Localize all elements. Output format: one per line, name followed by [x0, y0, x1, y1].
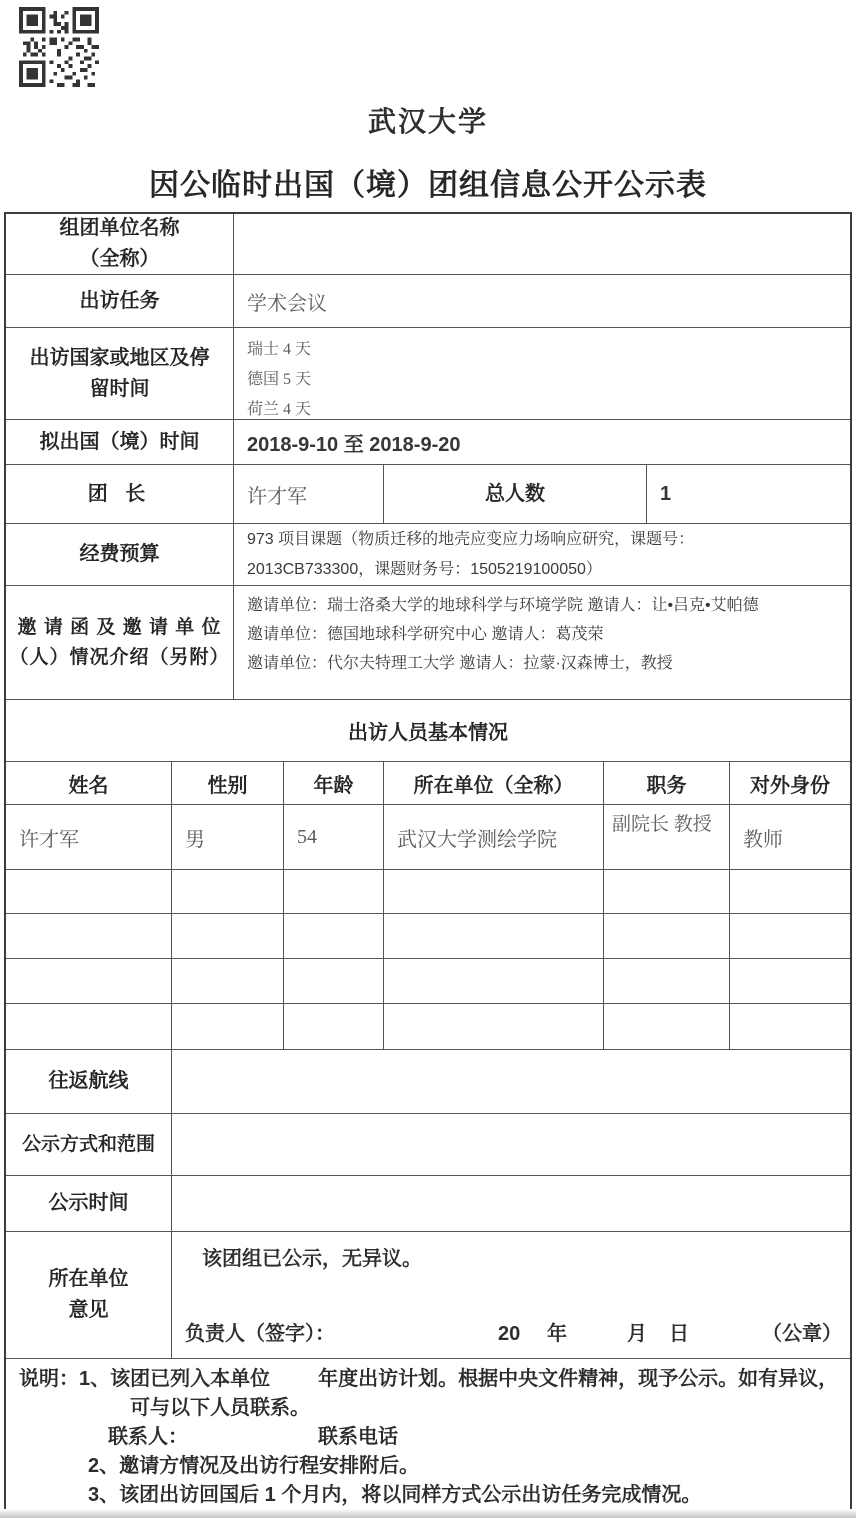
note-line-4: 2、邀请方情况及出访行程安排附后。	[88, 1455, 420, 1477]
note-line-3	[6, 1423, 850, 1452]
cell-age	[284, 1004, 384, 1049]
year-label: 年	[547, 1323, 567, 1345]
personnel-header-row	[6, 762, 850, 805]
cell-duty	[604, 870, 730, 913]
note-line-5: 3、该团出访回国后 1 个月内，将以同样方式公示出访任务完成情况。	[88, 1484, 702, 1506]
scan-edge-shadow	[0, 1509, 856, 1518]
cell-duty	[604, 959, 730, 1003]
row-group-unit	[6, 214, 850, 275]
day-label: 日	[669, 1323, 689, 1345]
total-count-label: 总人数	[384, 465, 647, 523]
cell-duty	[604, 914, 730, 958]
phone-label: 联系电话	[318, 1426, 398, 1448]
form-table	[4, 212, 852, 1511]
col-header-age: 年龄	[284, 762, 384, 804]
cell-name	[6, 914, 172, 958]
publicity-method-label: 公示方式和范围	[6, 1114, 172, 1175]
col-header-unit: 所在单位（全称）	[384, 762, 604, 804]
year-prefix: 20	[498, 1323, 521, 1345]
cell-unit	[384, 959, 604, 1003]
cell-identity	[730, 1004, 850, 1049]
cell-identity	[730, 959, 850, 1003]
personnel-row	[6, 959, 850, 1004]
invitation-value	[234, 586, 850, 699]
route-value	[172, 1050, 850, 1113]
personnel-section-title: 出访人员基本情况	[348, 722, 508, 744]
cell-duty: 副院长 教授	[604, 805, 730, 869]
personnel-row	[6, 805, 850, 870]
seal-label: （公章）	[762, 1323, 842, 1345]
mission-label: 出访任务	[6, 275, 234, 327]
opinion-label: 所在单位 意见	[6, 1232, 172, 1358]
cell-name: 许才军	[6, 805, 172, 869]
cell-age	[284, 870, 384, 913]
cell-gender	[172, 870, 284, 913]
row-notes	[6, 1359, 850, 1509]
invitation-entry: 邀请单位：德国地球科学研究中心 邀请人：葛茂荣	[247, 626, 604, 643]
contact-label: 联系人：	[108, 1426, 188, 1448]
row-leader	[6, 465, 850, 524]
cell-identity	[730, 870, 850, 913]
qr-code-icon	[17, 7, 101, 87]
cell-identity	[730, 914, 850, 958]
cell-gender	[172, 959, 284, 1003]
col-header-name: 姓名	[6, 762, 172, 804]
country-item: 荷兰 4 天	[247, 401, 312, 418]
dates-value: 2018-9-10 至 2018-9-20	[247, 433, 461, 456]
cell-name	[6, 870, 172, 913]
country-item: 德国 5 天	[247, 371, 312, 388]
col-header-gender: 性别	[172, 762, 284, 804]
cell-identity: 教师	[743, 828, 783, 851]
opinion-value	[172, 1232, 850, 1358]
group-unit-value	[234, 214, 850, 274]
cell-gender	[172, 1004, 284, 1049]
total-count-value: 1	[660, 482, 672, 505]
cell-name	[6, 959, 172, 1003]
cell-unit	[384, 914, 604, 958]
cell-duty	[604, 1004, 730, 1049]
col-header-duty: 职务	[604, 762, 730, 804]
personnel-row	[6, 914, 850, 959]
dates-label: 拟出国（境）时间	[6, 420, 234, 464]
row-invitation	[6, 586, 850, 700]
col-header-identity: 对外身份	[750, 774, 830, 797]
cell-unit	[384, 870, 604, 913]
row-personnel-section	[6, 700, 850, 762]
note-line-1: 说明：1、该团已列入本单位 年度出访计划。根据中央文件精神，现予公示。如有异议，	[6, 1365, 850, 1394]
row-route	[6, 1050, 850, 1114]
row-publicity-time	[6, 1176, 850, 1232]
form-title: 因公临时出国（境）团组信息公开公示表	[149, 169, 707, 202]
row-budget	[6, 524, 850, 586]
leader-label: 团 长	[6, 465, 234, 523]
cell-gender	[172, 914, 284, 958]
notes-block	[6, 1359, 850, 1509]
note-line-2: 可与以下人员联系。	[130, 1397, 310, 1419]
cell-gender: 男	[172, 805, 284, 869]
cell-age: 54	[284, 805, 384, 869]
cell-age	[284, 959, 384, 1003]
cell-name	[6, 1004, 172, 1049]
fill-in-blank	[270, 1365, 318, 1394]
invitation-label: 邀 请 函 及 邀 请 单 位 （人）情况介绍（另附）	[6, 586, 234, 699]
personnel-row	[6, 870, 850, 914]
cell-unit: 武汉大学测绘学院	[384, 805, 604, 869]
mission-value: 学术会议	[247, 292, 327, 315]
signer-label: 负责人（签字）：	[185, 1323, 335, 1345]
month-label: 月	[627, 1323, 647, 1345]
publicity-time-value	[172, 1176, 850, 1231]
leader-value: 许才军	[234, 465, 384, 523]
group-unit-label: 组团单位名称 （全称）	[6, 214, 234, 274]
budget-value: 973 项目课题（物质迁移的地壳应变应力场响应研究，课题号： 2013CB733300，课题财务号：1505219100050）	[247, 531, 695, 578]
fill-in-blank	[188, 1423, 318, 1452]
row-mission	[6, 275, 850, 328]
row-dates	[6, 420, 850, 465]
countries-value	[234, 328, 850, 419]
personnel-row	[6, 1004, 850, 1050]
route-label: 往返航线	[6, 1050, 172, 1113]
page-title: 武汉大学	[367, 107, 488, 138]
budget-label: 经费预算	[6, 524, 234, 585]
opinion-comment: 该团组已公示，无异议。	[202, 1248, 422, 1270]
row-countries	[6, 328, 850, 420]
invitation-entry: 邀请单位：瑞士洛桑大学的地球科学与环境学院 邀请人：让•吕克•艾帕德	[247, 597, 759, 614]
row-publicity-method	[6, 1114, 850, 1176]
invitation-entry: 邀请单位：代尔夫特理工大学 邀请人：拉蒙·汉森博士，教授	[247, 655, 673, 672]
countries-label: 出访国家或地区及停 留时间	[6, 328, 234, 419]
country-item: 瑞士 4 天	[247, 341, 312, 358]
publicity-method-value	[172, 1114, 850, 1175]
cell-unit	[384, 1004, 604, 1049]
row-opinion	[6, 1232, 850, 1359]
publicity-time-label: 公示时间	[6, 1176, 172, 1231]
cell-age	[284, 914, 384, 958]
